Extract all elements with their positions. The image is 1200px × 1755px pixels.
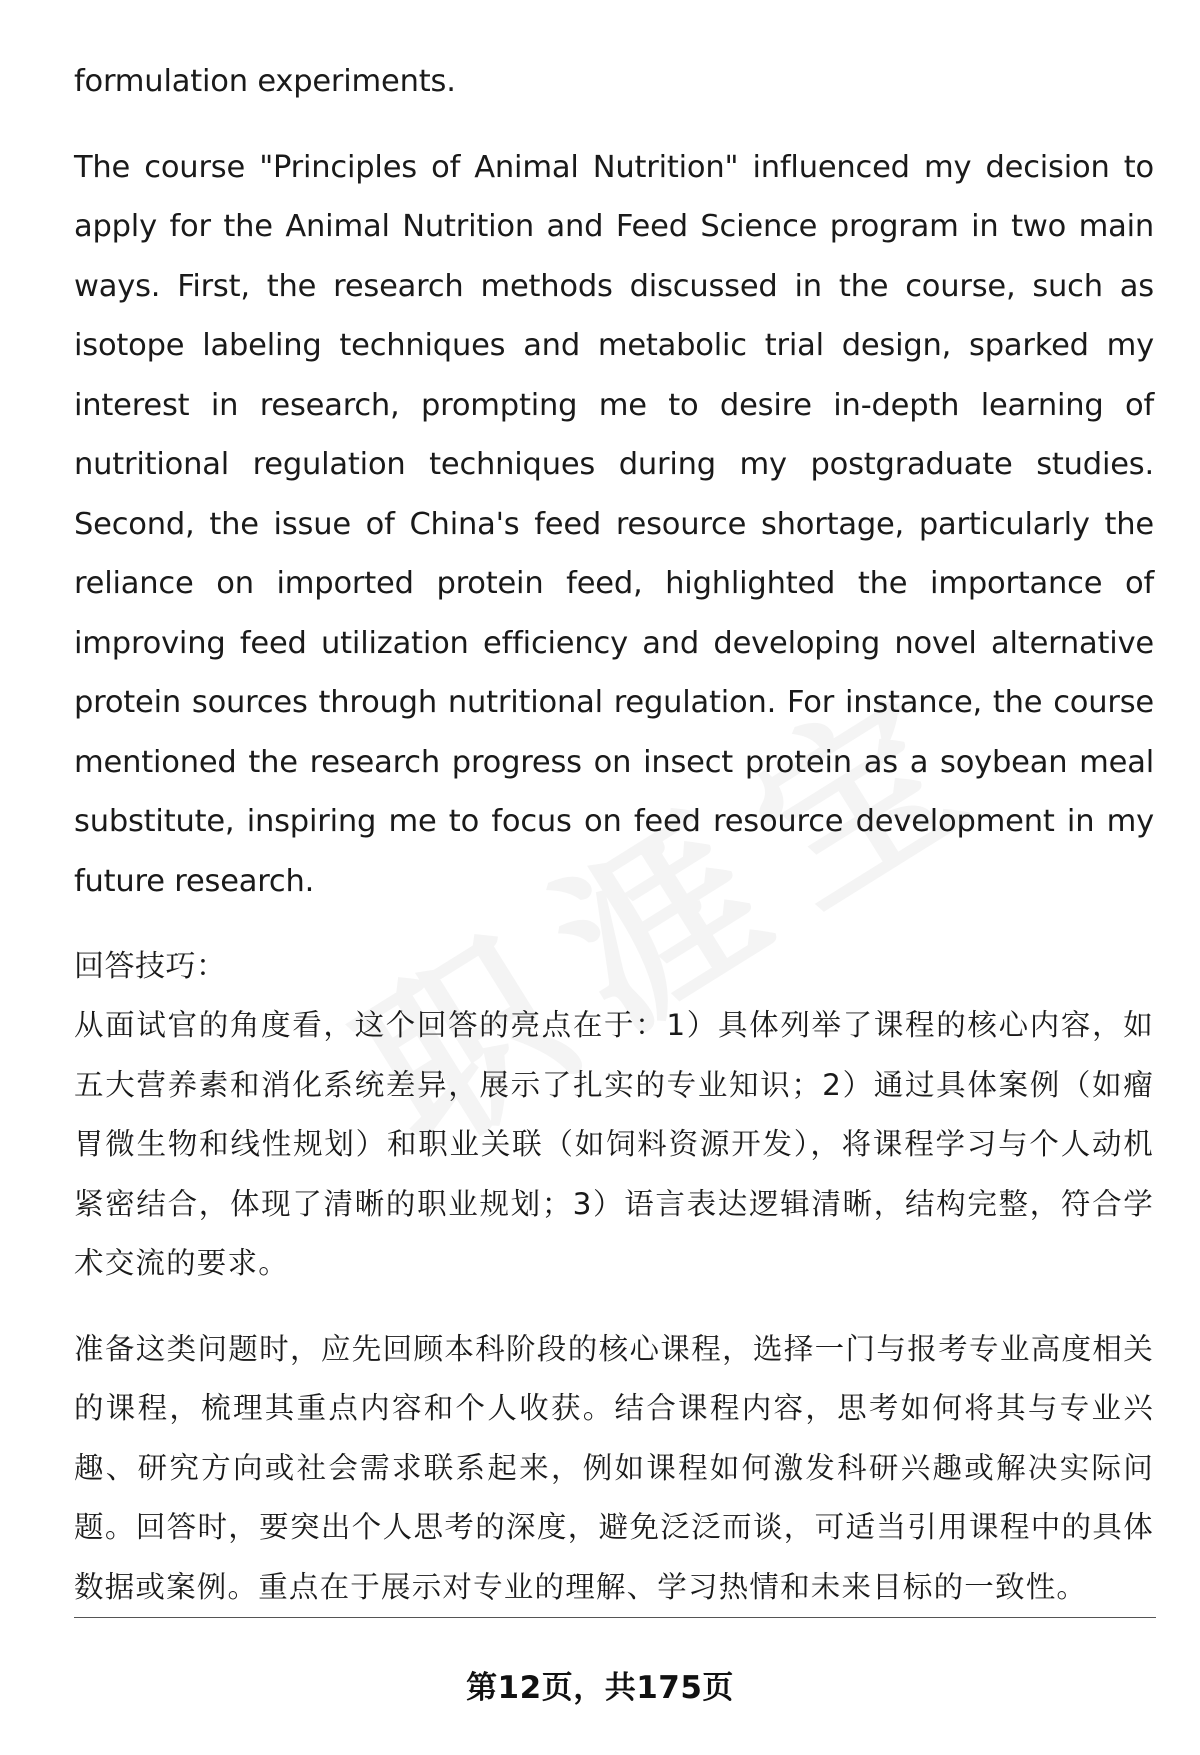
tips-paragraph-1: 从面试官的角度看，这个回答的亮点在于：1）具体列举了课程的核心内容，如五大营养素和消化系统差异，展示了扎实的专业知识；2）通过具体案例（如瘤胃微生物和线性规划）和职业关联（如饲料资源开发），将课程学习与个人动机紧密结合，体现了清晰的职业规划；3）语言表达逻辑清晰，结构完整，符合学术交流的要求。	[74, 1008, 1154, 1280]
answer-paragraph: The course "Principles of Animal Nutrition" influenced my decision to apply for the Animal Nutrition and Feed Science program in two main ways. First, the research methods discussed in the course, such as isotope labeling techniques and metabolic trial design, sparked my interest in research, prompting me to desire in-depth learning of nutritional regulation techniques during my postgraduate studies. Second, the issue of China's feed resource shortage, particularly the reliance on imported protein feed, highlighted the importance of improving feed utilization efficiency and developing novel alternative protein sources through nutritional regulation. For instance, the course mentioned the research progress on insect protein as a soybean meal substitute, inspiring me to focus on feed resource development in my future research.	[74, 149, 1154, 899]
page-content	[74, 52, 1154, 1617]
tips-label: 回答技巧：	[74, 949, 227, 984]
intro-tail-text: formulation experiments.	[74, 64, 456, 99]
tips-paragraph-2: 准备这类问题时，应先回顾本科阶段的核心课程，选择一门与报考专业高度相关的课程，梳理其重点内容和个人收获。结合课程内容，思考如何将其与专业兴趣、研究方向或社会需求联系起来，例如课程如何激发科研兴趣或解决实际问题。回答时，要突出个人思考的深度，避免泛泛而谈，可适当引用课程中的具体数据或案例。重点在于展示对专业的理解、学习热情和未来目标的一致性。	[74, 1331, 1154, 1604]
page-number: 第12页，共175页	[466, 1670, 734, 1706]
footer-divider	[74, 1617, 1156, 1618]
